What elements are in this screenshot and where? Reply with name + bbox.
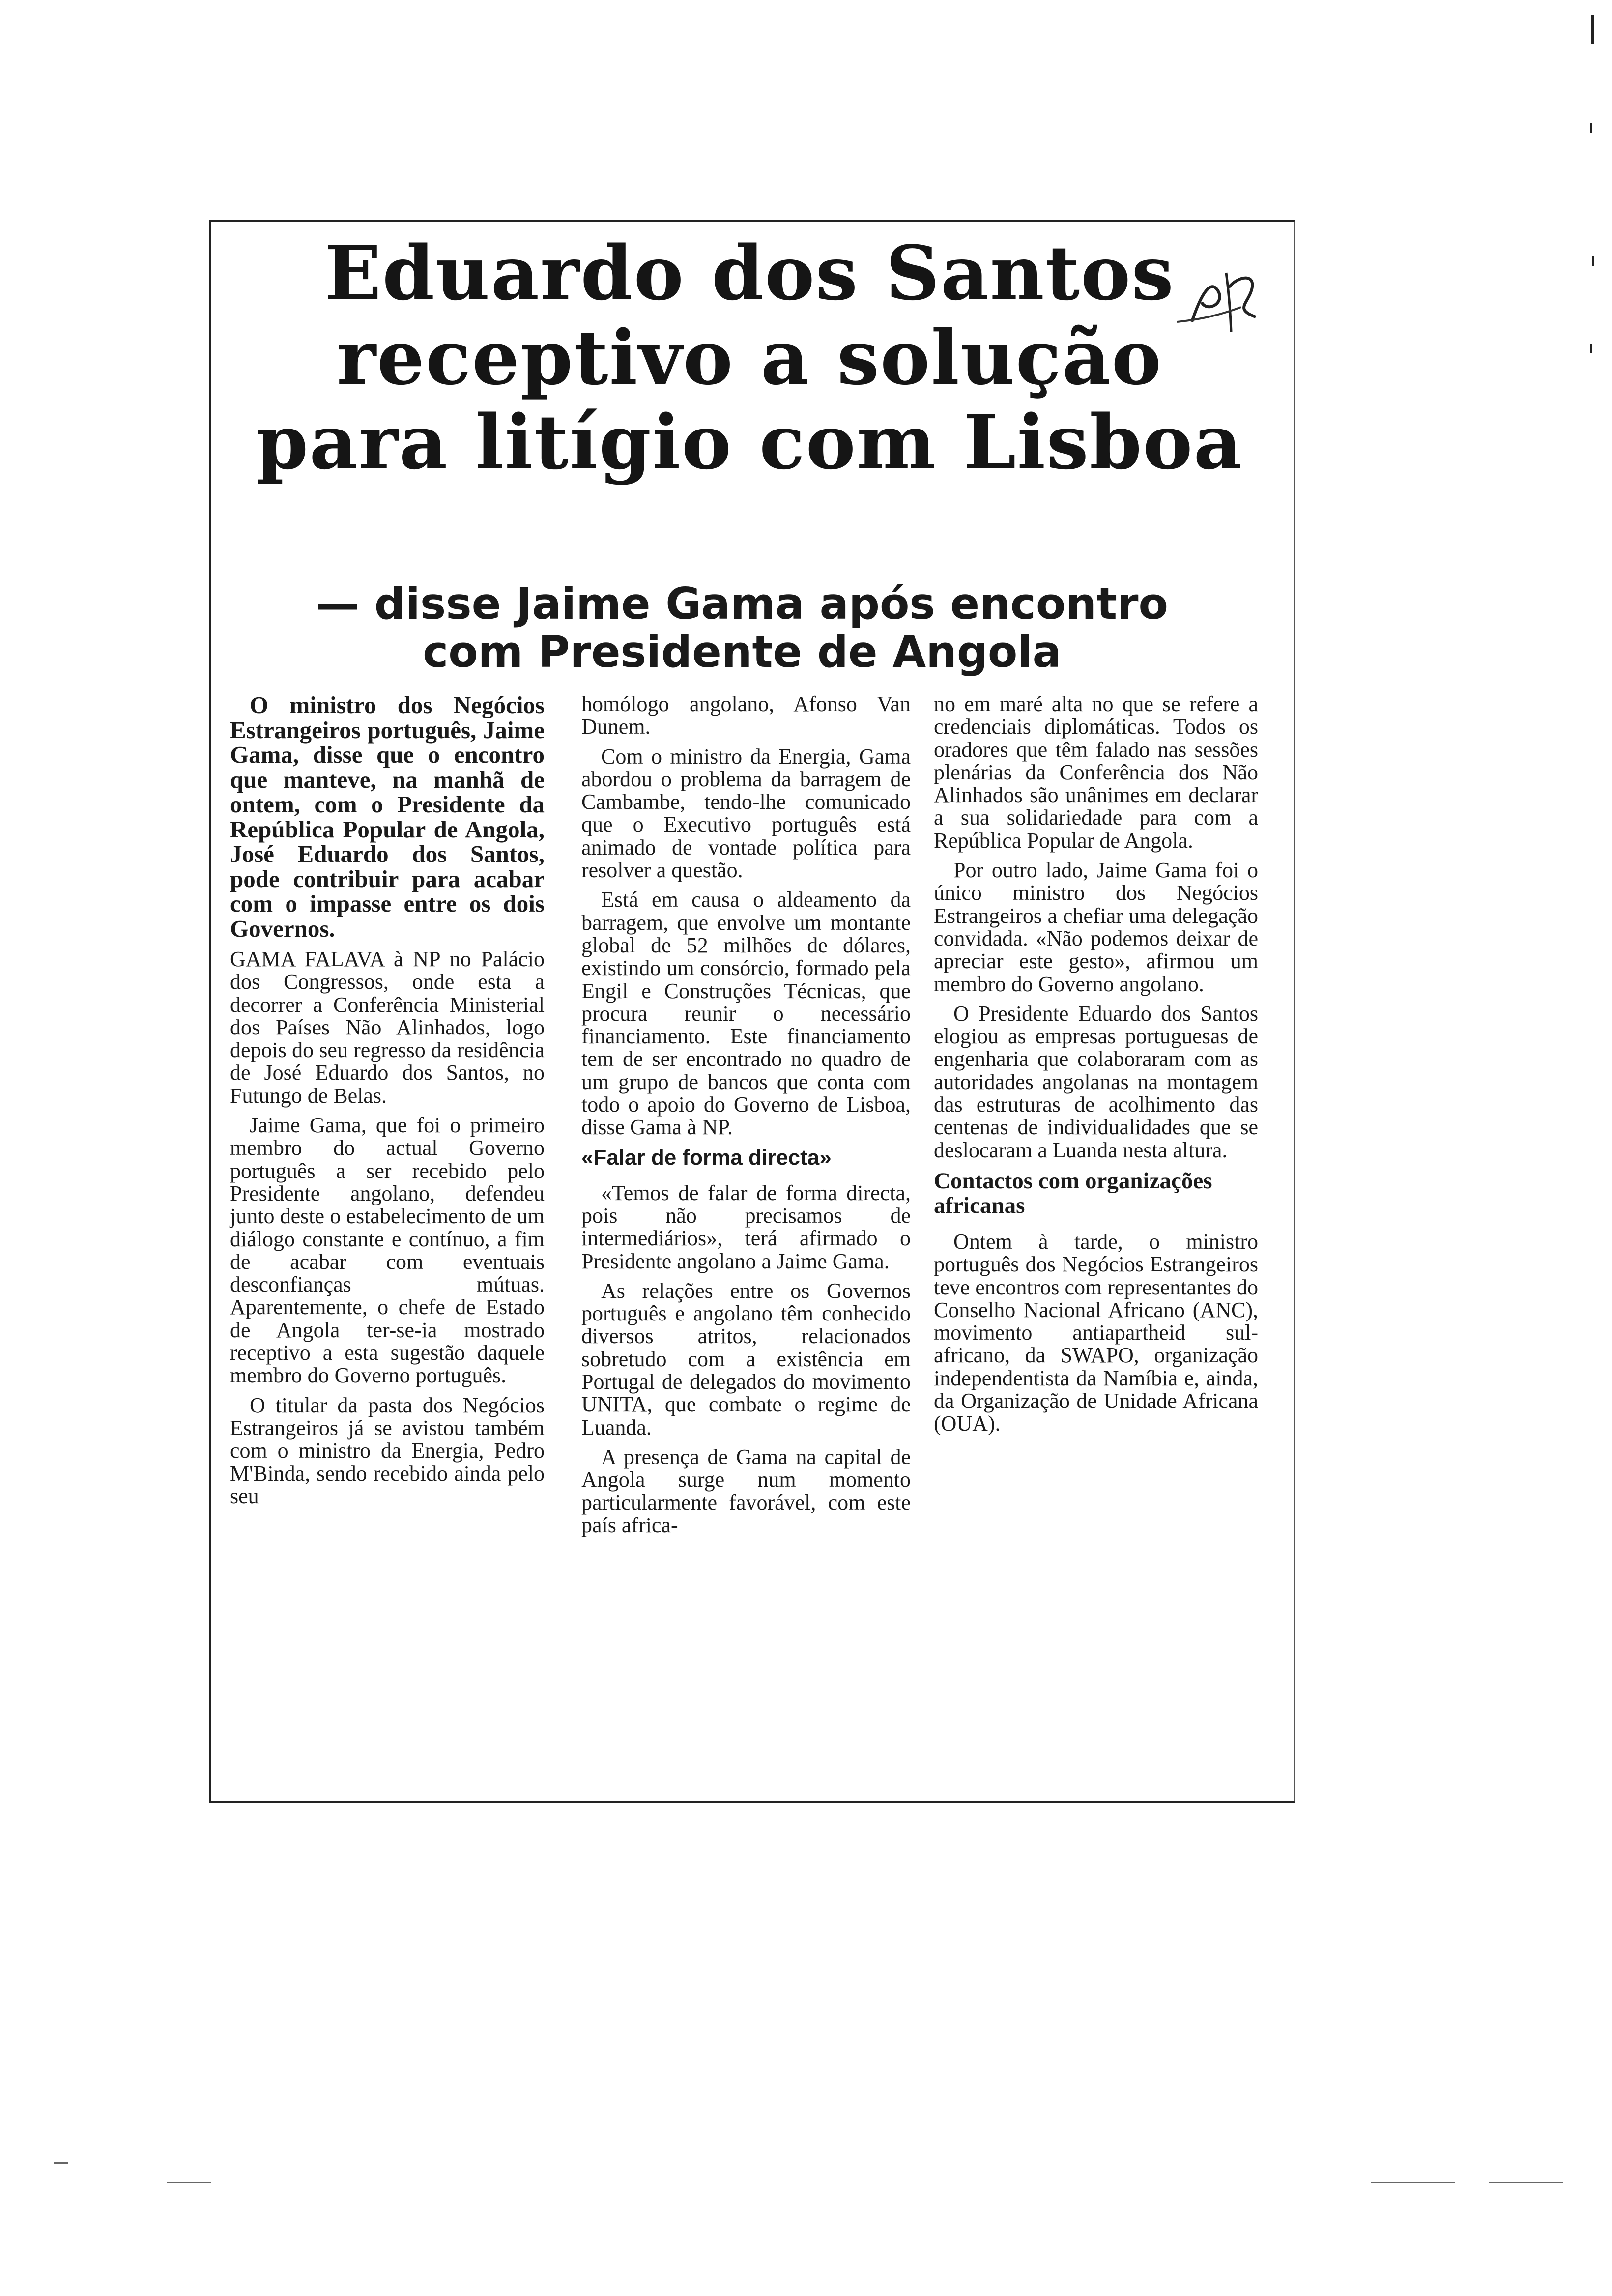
column-2 [581, 693, 911, 1544]
column-2-paragraph-5: As relações entre os Governos português e angolano têm conhecido diversos atritos, relacionados sobretudo com a existência em Portugal de delegados do movimento UNITA, que combate o regime de Luanda. [581, 1278, 911, 1439]
column-1 [230, 693, 545, 1515]
subheadline-line-2: com Presidente de Angola [423, 627, 1062, 677]
headline-line-2: receptivo a solução [337, 314, 1162, 402]
column-3-paragraph-1: no em maré alta no que se refere a credenciais diplomáticas. Todos os oradores que têm falado nas sessões plenárias da Conferência dos Não Alinhados são unânimes em declarar a sua solidariedade para com a República Popular de Angola. [934, 692, 1258, 853]
column-3-paragraph-3: O Presidente Eduardo dos Santos elogiou as empresas portuguesas de engenharia que colaboraram com as autoridades angolanas na montagem das estruturas de acolhimento das centenas de individualidades que se deslocaram a Luanda nesta altura. [934, 1001, 1258, 1162]
column-1-paragraph-3: O titular da pasta dos Negócios Estrangeiros já se avistou também com o ministro da Energia, Pedro M'Binda, sendo recebido ainda pelo seu [230, 1393, 545, 1508]
column-2-paragraph-1: homólogo angolano, Afonso Van Dunem. [581, 692, 911, 739]
column-1-paragraph-2: Jaime Gama, que foi o primeiro membro do actual Governo português a ser recebido pelo Presidente angolano, defendeu junto deste o estabelecimento de um diálogo constante e contínuo, a fim de acabar com eventuais desconfianças mútuas. Aparentemente, o chefe de Estado de Angola ter-se-ia mostrado receptivo a esta sugestão daquele membro do Governo português. [230, 1113, 545, 1388]
column-3-paragraph-2: Por outro lado, Jaime Gama foi o único ministro dos Negócios Estrangeiros a chefiar uma delegação convidada. «Não podemos deixar de apreciar este gesto», afirmou um membro do Governo angolano. [934, 858, 1258, 996]
column-2-paragraph-4: «Temos de falar de forma directa, pois não precisamos de intermediários», terá afirmado o Presidente angolano a Jaime Gama. [581, 1180, 911, 1273]
column-3-subhead: Contactos com organizações africanas [934, 1168, 1212, 1218]
headline-line-1: Eduardo dos Santos [324, 229, 1175, 317]
column-3 [934, 693, 1258, 1442]
column-2-paragraph-6: A presença de Gama na capital de Angola surge num momento particularmente favorável, com este país africa- [581, 1444, 911, 1537]
handwritten-annotation [1172, 263, 1270, 354]
column-1-paragraph-1: GAMA FALAVA à NP no Palácio dos Congressos, onde esta a decorrer a Conferência Ministerial dos Países Não Alinhados, logo depois do seu regresso da residência de José Eduardo dos Santos, no Futungo de Belas. [230, 947, 545, 1108]
annotation-scribble-icon [1172, 263, 1270, 351]
column-2-subhead: «Falar de forma directa» [581, 1145, 832, 1170]
column-2-paragraph-2: Com o ministro da Energia, Gama abordou o problema da barragem de Cambambe, tendo-lhe comunicado que o Executivo português está animado de vontade política para resolver a questão. [581, 744, 911, 883]
lead-paragraph: O ministro dos Negócios Estrangeiros português, Jaime Gama, disse que o encontro que manteve, na manhã de ontem, com o Presidente da República Popular de Angola, José Eduardo dos Santos, pode contribuir para acabar com o impasse entre os dois Governos. [230, 691, 545, 942]
headline-line-3: para litígio com Lisboa [256, 398, 1243, 486]
column-2-paragraph-3: Está em causa o aldeamento da barragem, que envolve um montante global de 52 milhões de dólares, existindo um consórcio, formado pela Engil e Construções Técnicas, que procura reunir o necessário financiamento. Este financiamento tem de ser encontrado no quadro de um grupo de bancos que conta com todo o apoio do Governo de Lisboa, disse Gama à NP. [581, 888, 911, 1140]
scan-edge-marks [1588, 0, 1598, 442]
column-3-paragraph-4: Ontem à tarde, o ministro português dos Negócios Estrangeiros teve encontros com representantes do Conselho Nacional Africano (ANC), movimento antiapartheid sul-africano, da SWAPO, organização independentista da Namíbia e, ainda, da Organização de Unidade Africana (OUA). [934, 1229, 1258, 1436]
subheadline [275, 580, 1209, 676]
headline [226, 231, 1273, 485]
subheadline-line-1: — disse Jaime Gama após encontro [316, 578, 1168, 629]
